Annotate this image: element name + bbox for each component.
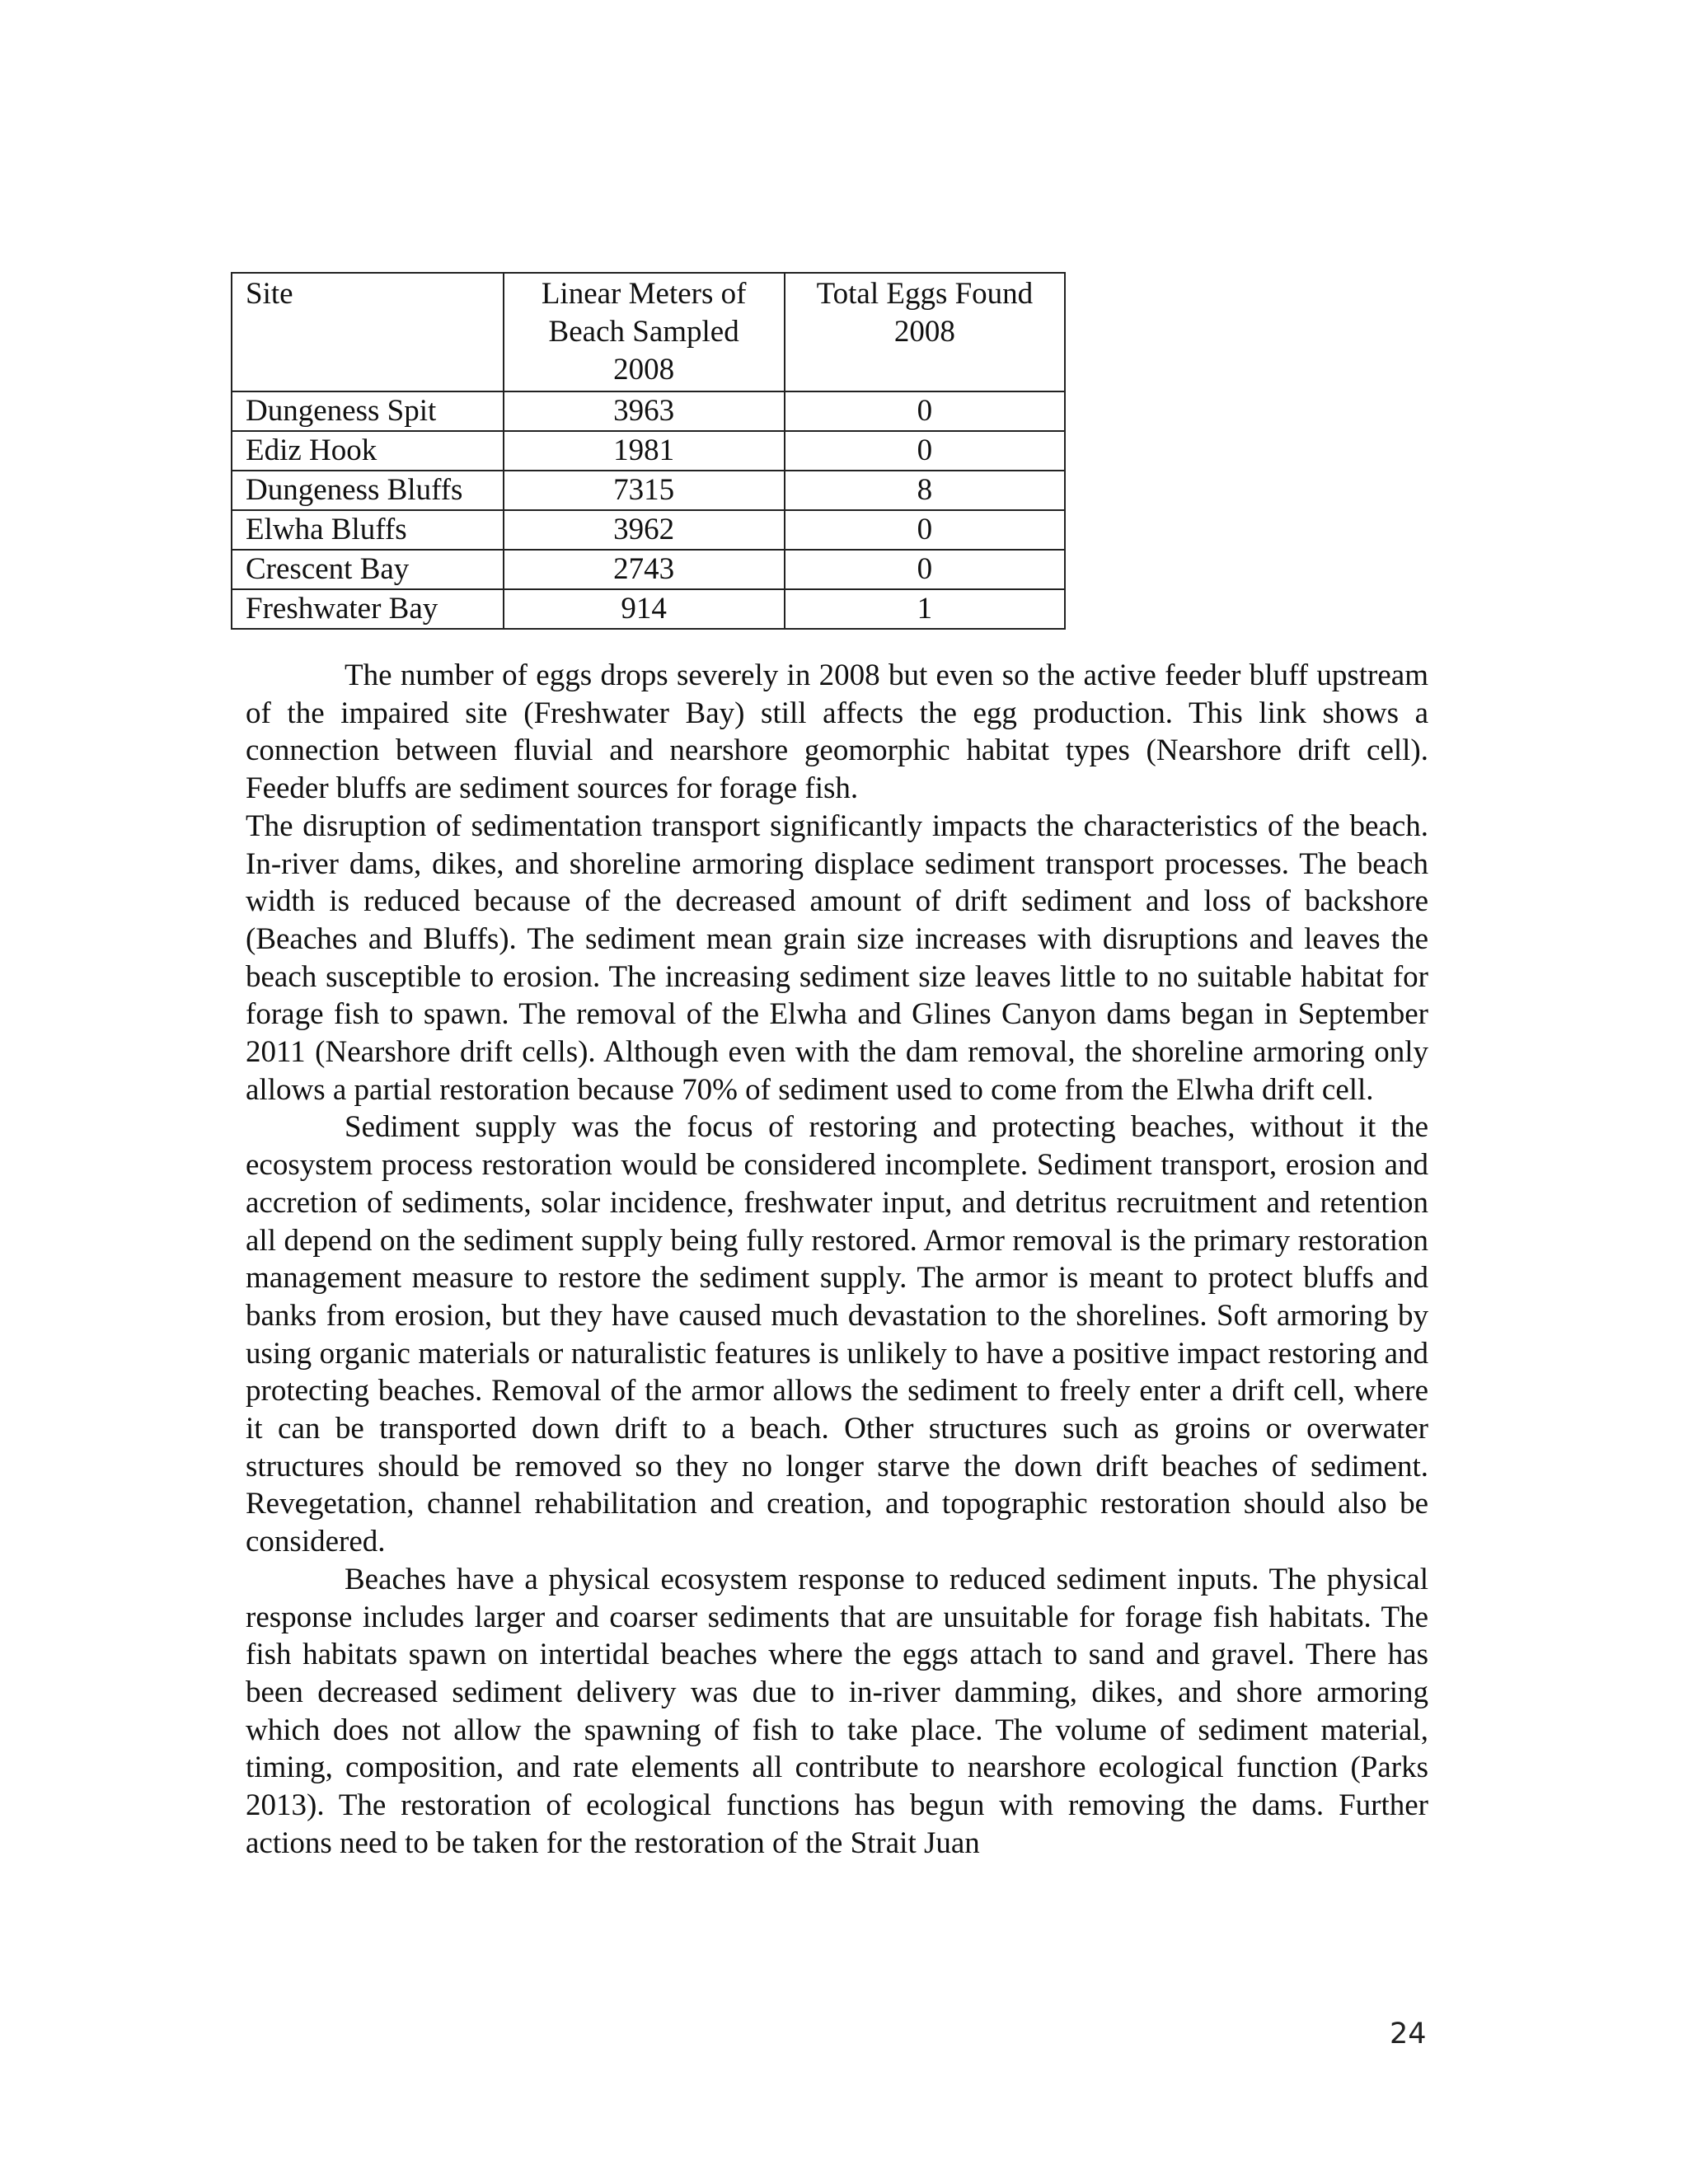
cell-meters: 3963: [504, 391, 785, 431]
cell-site: Dungeness Spit: [232, 391, 504, 431]
cell-meters: 914: [504, 589, 785, 629]
table-row: [232, 471, 1065, 510]
header-linear-meters: [504, 273, 785, 391]
table-row: [232, 431, 1065, 471]
header-total-eggs-line-2: 2008: [893, 315, 955, 349]
cell-meters: 3962: [504, 510, 785, 550]
cell-eggs: 8: [785, 471, 1065, 510]
cell-meters: 2743: [504, 550, 785, 589]
cell-site: Dungeness Bluffs: [232, 471, 504, 510]
header-linear-meters-line-2: Beach Sampled: [548, 315, 739, 349]
cell-eggs: 0: [785, 550, 1065, 589]
header-linear-meters-line-3: 2008: [613, 353, 675, 387]
paragraph: Sediment supply was the focus of restoring and protecting beaches, without it the ecosystem process restoration would be considered incomplete. Sediment transport, erosion and accretion of sediments, solar incidence, freshwater input, and detritus recruitment and retention all depend on the sediment supply being fully restored. Armor removal is the primary restoration management measure to restore the sediment supply. The armor is meant to protect bluffs and banks from erosion, but they have caused much devastation to the shorelines. Soft armoring by using organic materials or naturalistic features is unlikely to have a positive impact restoring and protecting beaches. Removal of the armor allows the sediment to freely enter a drift cell, where it can be transported down drift to a beach. Other structures such as groins or overwater structures should be removed so they no longer starve the down drift beaches of sediment. Revegetation, channel rehabilitation and creation, and topographic restoration should also be considered.: [246, 1110, 1428, 1559]
cell-site: Crescent Bay: [232, 550, 504, 589]
table-row: [232, 391, 1065, 431]
header-site: Site: [232, 273, 504, 391]
cell-site: Freshwater Bay: [232, 589, 504, 629]
cell-eggs: 0: [785, 431, 1065, 471]
table-row: [232, 510, 1065, 550]
table-header-row: [232, 273, 1065, 391]
paragraph: Beaches have a physical ecosystem response to reduced sediment inputs. The physical response includes larger and coarser sediments that are unsuitable for forage fish habitats. The fish habitats spawn on intertidal beaches where the eggs attach to sand and gravel. There has been decreased sediment delivery was due to in-river damming, dikes, and shore armoring which does not allow the spawning of fish to take place. The volume of sediment material, timing, composition, and rate elements all contribute to nearshore ecological function (Parks 2013). The restoration of ecological functions has begun with removing the dams. Further actions need to be taken for the restoration of the Strait Juan: [246, 1562, 1428, 1860]
body-text: [246, 657, 1428, 1863]
page-number: 24: [1390, 2018, 1427, 2050]
cell-site: Ediz Hook: [232, 431, 504, 471]
table-row: [232, 589, 1065, 629]
header-linear-meters-line-1: Linear Meters of: [541, 277, 747, 311]
cell-meters: 1981: [504, 431, 785, 471]
cell-site: Elwha Bluffs: [232, 510, 504, 550]
header-total-eggs: [785, 273, 1065, 391]
table-row: [232, 550, 1065, 589]
paragraph: The disruption of sedimentation transport significantly impacts the characteristics of the beach. In-river dams, dikes, and shoreline armoring displace sediment transport processes. The beach width is reduced because of the decreased amount of drift sediment and loss of backshore (Beaches and Bluffs). The sediment mean grain size increases with disruptions and leaves the beach susceptible to erosion. The increasing sediment size leaves little to no suitable habitat for forage fish to spawn. The removal of the Elwha and Glines Canyon dams began in September 2011 (Nearshore drift cells). Although even with the dam removal, the shoreline armoring only allows a partial restoration because 70% of sediment used to come from the Elwha drift cell.: [246, 808, 1428, 1107]
cell-meters: 7315: [504, 471, 785, 510]
cell-eggs: 1: [785, 589, 1065, 629]
header-total-eggs-line-1: Total Eggs Found: [816, 277, 1034, 311]
cell-eggs: 0: [785, 391, 1065, 431]
egg-survey-table: [231, 272, 1066, 630]
cell-eggs: 0: [785, 510, 1065, 550]
paragraph: The number of eggs drops severely in 2008 but even so the active feeder bluff upstream of the impaired site (Freshwater Bay) still affects the egg production. This link shows a connection between fluvial and nearshore geomorphic habitat types (Nearshore drift cell). Feeder bluffs are sediment sources for forage fish.: [246, 658, 1428, 806]
